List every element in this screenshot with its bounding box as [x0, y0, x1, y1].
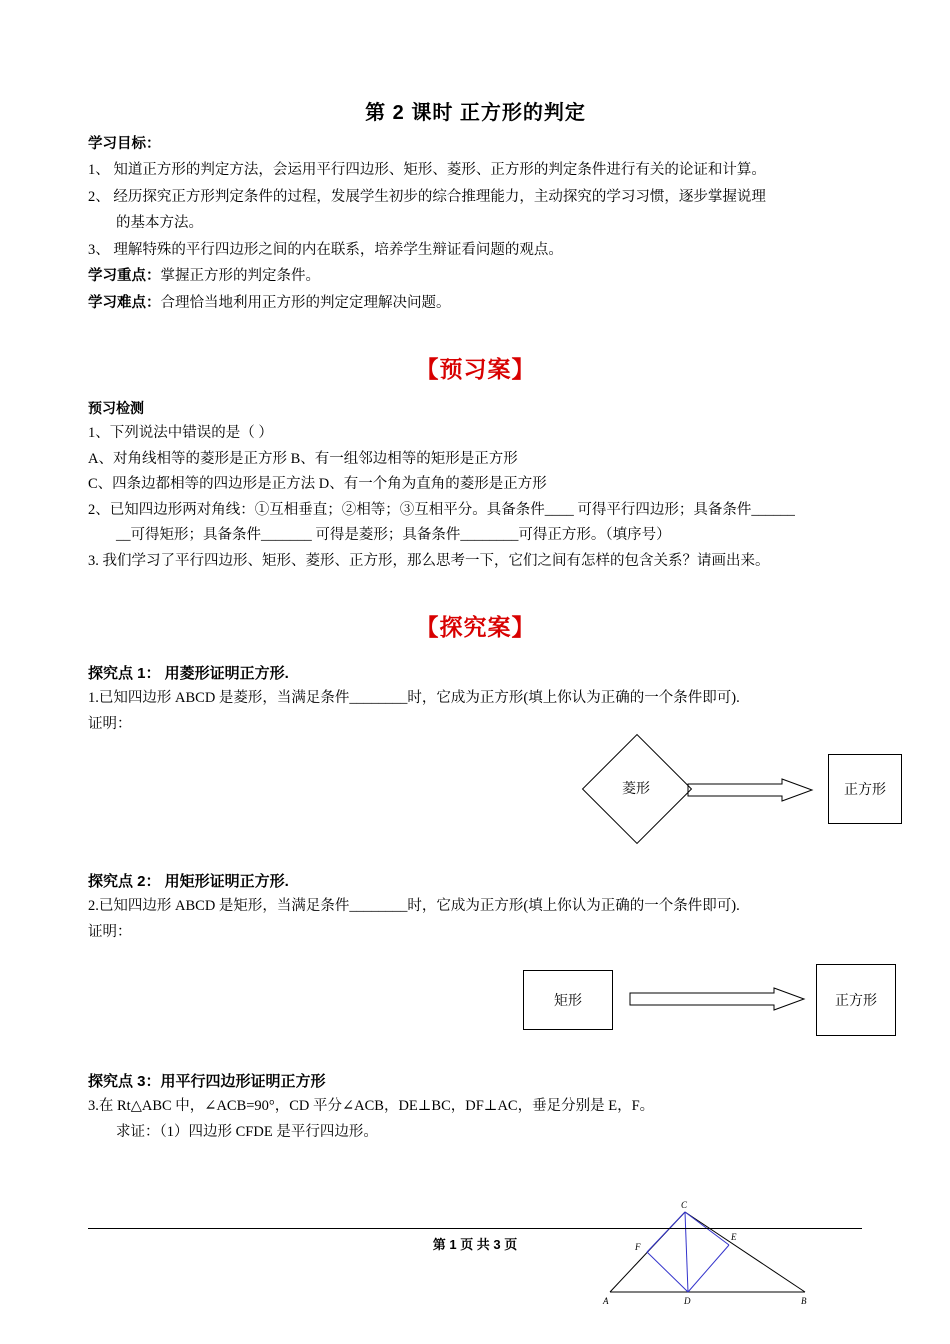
explore-point-1-proof-label: 证明： — [88, 715, 132, 732]
learning-objectives-section — [88, 133, 863, 315]
objective-item-2-cont: 的基本方法。 — [116, 215, 203, 232]
difficulty-row — [88, 292, 863, 315]
figure-rectangle-to-square — [88, 950, 877, 1050]
preview-q3: 3. 我们学习了平行四边形、矩形、菱形、正方形，那么思考一下，它们之间有怎样的包含关系？请画出来。 — [88, 552, 770, 569]
explore-banner: 【探究案】 — [415, 614, 536, 641]
label-C: C — [681, 1200, 688, 1210]
document-content — [88, 0, 886, 1146]
explore-point-3-question: 3.在 Rt△ABC 中，∠ACB=90°，CD 平分∠ACB，DE⊥BC，DF⊥AC，垂足分别是 E，F。 — [88, 1098, 655, 1115]
footer-divider — [88, 1228, 862, 1229]
objectives-heading: 学习目标： — [88, 136, 161, 152]
rhombus-label: 菱形 — [622, 780, 650, 797]
explore-point-2-proof-label: 证明： — [88, 923, 132, 940]
arrow-right-icon-2 — [628, 987, 808, 1013]
explore-point-1-heading: 探究点 1： 用菱形证明正方形. — [88, 665, 289, 683]
label-B: B — [801, 1296, 807, 1306]
key-point-label: 学习重点： — [88, 268, 161, 285]
preview-q2-line2: __可得矩形；具备条件_______ 可得是菱形；具备条件________可得正方形。（填序号） — [116, 527, 671, 544]
objective-item-3: 3、 理解特殊的平行四边形之间的内在联系，培养学生辩证看问题的观点。 — [88, 241, 563, 258]
square-box-2: 正方形 — [816, 964, 896, 1036]
difficulty-label: 学习难点： — [88, 294, 161, 311]
figure-rhombus-to-square — [88, 742, 886, 850]
explore-point-3-heading: 探究点 3：用平行四边形证明正方形 — [88, 1073, 326, 1091]
preview-q1-stem: 1、下列说法中错误的是（ ） — [88, 425, 273, 442]
square-box-1: 正方形 — [828, 754, 902, 824]
explore-section — [88, 662, 886, 1144]
key-point-row — [88, 265, 863, 288]
preview-banner: 【预习案】 — [415, 356, 536, 383]
explore-point-3-request: 求证：（1）四边形 CFDE 是平行四边形。 — [116, 1123, 378, 1140]
explore-point-1-question: 1.已知四边形 ABCD 是菱形，当满足条件________时，它成为正方形(填上你认为正确的一个条件即可). — [88, 690, 740, 707]
page-title: 第 2 课时 正方形的判定 — [365, 102, 586, 124]
preview-q1-options-line1: A、对角线相等的菱形是正方形 B、有一组邻边相等的矩形是正方形 — [88, 450, 518, 467]
explore-point-2-heading: 探究点 2： 用矩形证明正方形. — [88, 873, 289, 891]
page-footer: 第 1 页 共 3 页 — [432, 1237, 518, 1252]
preview-q2-line1: 2、已知四边形两对角线：①互相垂直；②相等；③互相平分。具备条件____ 可得平行四边形；具备条件______ — [88, 501, 795, 518]
preview-section — [88, 398, 863, 573]
difficulty-text: 合理恰当地利用正方形的判定定理解决问题。 — [160, 294, 451, 311]
key-point-text: 掌握正方形的判定条件。 — [160, 268, 320, 285]
arrow-right-icon — [686, 778, 816, 804]
explore-point-2-question: 2.已知四边形 ABCD 是矩形，当满足条件________时，它成为正方形(填上你认为正确的一个条件即可). — [88, 898, 740, 915]
objective-item-1: 1、 知道正方形的判定方法，会运用平行四边形、矩形、菱形、正方形的判定条件进行有关的论证和计算。 — [88, 162, 766, 179]
label-E: E — [731, 1232, 737, 1242]
objective-item-2: 2、 经历探究正方形判定条件的过程，发展学生初步的综合推理能力，主动探究的学习习惯，逐步掌握说理 — [88, 188, 766, 205]
preview-subheading: 预习检测 — [88, 400, 144, 417]
preview-q1-options-line2: C、四条边都相等的四边形是正方法 D、有一个角为直角的菱形是正方形 — [88, 476, 547, 493]
rectangle-box: 矩形 — [523, 970, 613, 1030]
triangle-diagram — [595, 1200, 825, 1310]
label-D: D — [684, 1296, 691, 1306]
label-A: A — [603, 1296, 609, 1306]
label-F: F — [635, 1242, 641, 1252]
